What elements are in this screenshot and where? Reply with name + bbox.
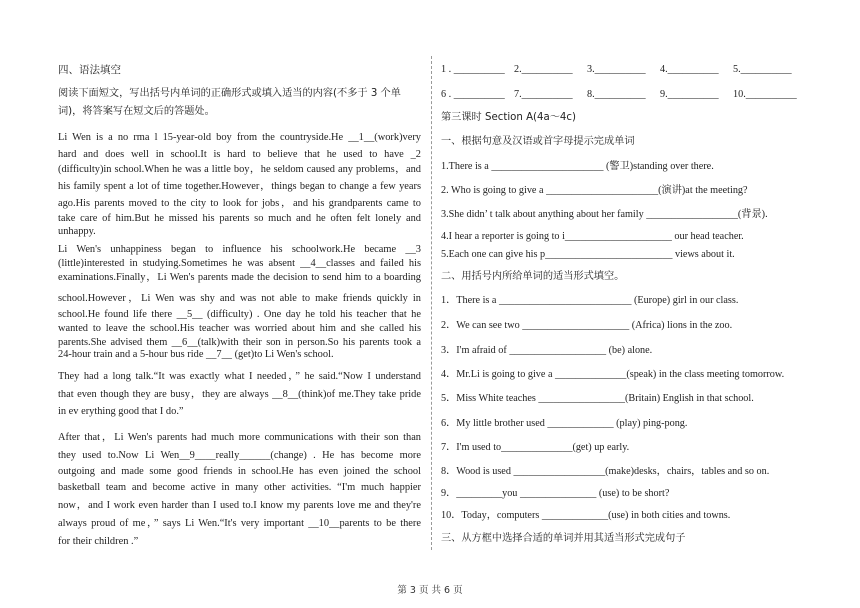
passage-line: After that，Li Wen's parents had much more communications with their son than	[58, 432, 421, 443]
passage-line: his family spent a lot of time together.However，things began to change a few years	[58, 181, 421, 192]
part1-title: 一、根据句意及汉语或首字母提示完成单词	[441, 136, 635, 147]
passage-line: hard and does well in school.It is hard to believe that he used to have _2	[58, 149, 421, 160]
passage-line: They had a long talk.“It was exactly what I needed，” he said.“Now I understand	[58, 371, 421, 382]
passage-line: for their children .”	[58, 536, 139, 547]
answer-blank[interactable]: 3.__________	[587, 64, 646, 75]
part2-item: 10．Today，computers _____________(use) in both cities and towns.	[441, 510, 731, 521]
answer-blank[interactable]: 1 . __________	[441, 64, 505, 75]
answer-blank[interactable]: 7.__________	[514, 89, 573, 100]
part2-item: 2．We can see two _____________________ (Africa) lions in the zoo.	[441, 320, 733, 331]
passage-line: (difficulty)in school.When he was a little boy，he seldom caused any problems，and	[58, 164, 421, 175]
part2-item: 1．There is a __________________________ (Europe) girl in our class.	[441, 295, 739, 306]
passage-line: ago.His parents moved to the city to look for jobs，and his grandparents came to	[58, 198, 421, 209]
passage-line: 24-hour train and a 5-hour bus ride __7__ (get)to Li Wen's school.	[58, 349, 334, 360]
passage-line: that even though they are busy，they are always __8__(think)of me.They take pride	[58, 389, 421, 400]
answer-blank[interactable]: 9.__________	[660, 89, 719, 100]
passage-line: Li Wen is a no rma l 15‐year‐old boy from the countryside.He __1__(work)very	[58, 132, 421, 143]
part2-item: 5．Miss White teaches _________________(Britain) English in that school.	[441, 393, 754, 404]
passage-line: wanted to leave the school.His teacher was worried about him and she called his	[58, 323, 421, 334]
passage-line: they used to.Now Li Wen__9____really______(change) . He has become more	[58, 450, 421, 461]
passage-line: school.He found life there __5__ (difficulty) . One day he told his teacher that he	[58, 309, 421, 320]
column-divider	[431, 56, 432, 550]
passage-line: take care of him.But he missed his parents so much and he often felt lonely and	[58, 213, 421, 224]
passage-line: basketball team and become active in many other activities. “I'm much happier	[58, 482, 421, 493]
passage-line: Li Wen's unhappiness began to influence his schoolwork.He became __3	[58, 244, 421, 255]
passage-line: unhappy.	[58, 226, 96, 237]
section-title: 四、语法填空	[58, 64, 121, 76]
part2-title: 二、用括号内所给单词的适当形式填空。	[441, 271, 625, 282]
part1-item: 5.Each one can give his p_________________________ views about it.	[441, 249, 735, 260]
part2-item: 6．My little brother used _____________ (play) ping‐pong.	[441, 418, 688, 429]
part2-item: 3．I'm afraid of ___________________ (be) alone.	[441, 345, 653, 356]
part2-item: 9．_________you _______________ (use) to be short?	[441, 488, 670, 499]
part1-item: 4.I hear a reporter is going to i_____________________ our head teacher.	[441, 231, 744, 242]
answer-blank[interactable]: 5.__________	[733, 64, 792, 75]
passage-line: always proud of me，” says Li Wen.“It's very important __10__parents to be there	[58, 518, 421, 529]
answer-blank[interactable]: 8.__________	[587, 89, 646, 100]
part1-item: 2. Who is going to give a ______________________(演讲)at the meeting?	[441, 185, 748, 196]
part2-item: 8．Wood is used __________________(make)desks，chairs，tables and so on.	[441, 466, 770, 477]
part2-item: 7．I'm used to______________(get) up early.	[441, 442, 630, 453]
passage-line: in ev erything good that I do.”	[58, 406, 184, 417]
part3-title: 三、从方框中选择合适的单词并用其适当形式完成句子	[441, 533, 686, 544]
part2-item: 4．Mr.Li is going to give a ______________(speak) in the class meeting tomorrow.	[441, 369, 785, 380]
page-footer: 第 3 页 共 6 页	[397, 585, 463, 596]
instruction-line-1: 阅读下面短文，写出括号内单词的正确形式或填入适当的内容(不多于 3 个单	[58, 88, 401, 99]
answer-blank[interactable]: 2.__________	[514, 64, 573, 75]
part1-item: 1.There is a ______________________ (警卫)standing over there.	[441, 161, 714, 172]
answer-row-1	[441, 64, 806, 75]
instruction-line-2: 词)，将答案写在短文后的答题处。	[58, 106, 215, 117]
answer-blank[interactable]: 6 . __________	[441, 89, 505, 100]
passage-line: (little)interested in studying.Sometimes he was absent __4__classes and failed his	[58, 258, 421, 269]
answer-blank[interactable]: 10.__________	[733, 89, 797, 100]
passage-line: now，and I work even harder than I used to.I know my parents love me and they're	[58, 500, 421, 511]
answer-row-2	[441, 89, 806, 100]
part1-item: 3.She didn’ t talk about anything about her family __________________(背景).	[441, 209, 768, 220]
passage-line: parents.She advised them __6__(talk)with their son in person.So his parents took a	[58, 337, 421, 348]
passage-line: outgoing and made some good friends in school.He has even joined the school	[58, 466, 421, 477]
passage-line: examinations.Finally，Li Wen's parents made the decision to send him to a boarding	[58, 272, 421, 283]
answer-blank[interactable]: 4.__________	[660, 64, 719, 75]
lesson-title: 第三课时 Section A(4a～4c)	[441, 112, 576, 123]
passage-line: school.However，Li Wen was shy and was not able to make friends quickly in	[58, 293, 421, 304]
